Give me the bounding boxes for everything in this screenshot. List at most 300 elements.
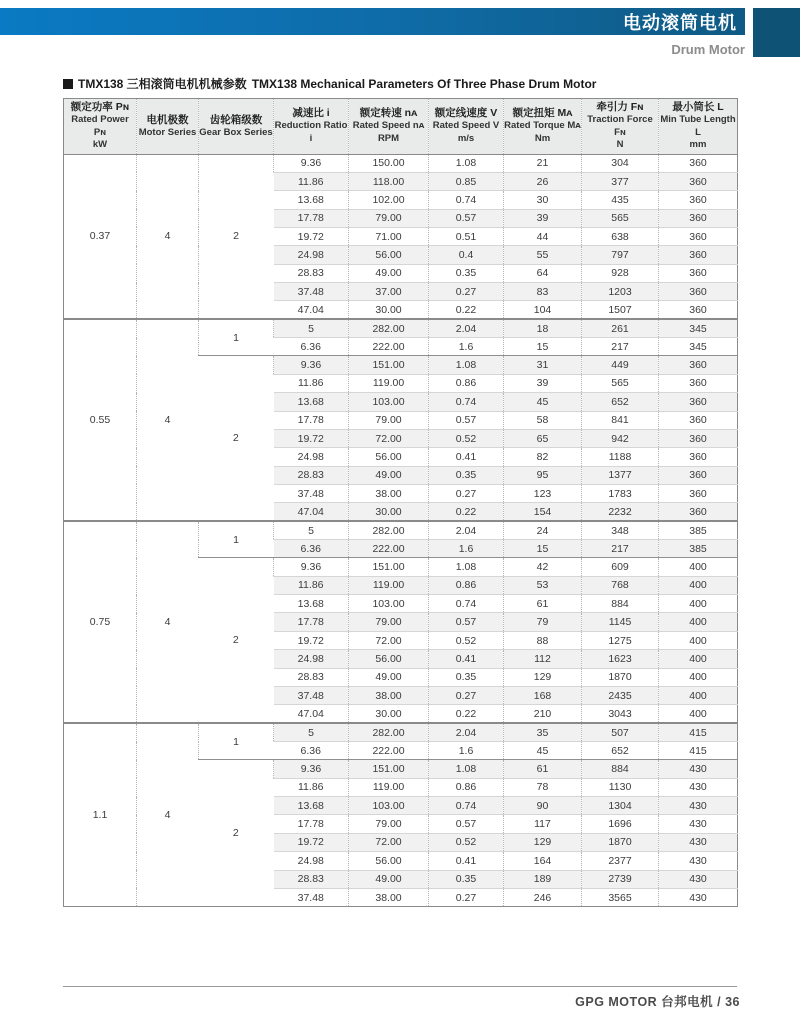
data-cell: 45	[504, 742, 582, 760]
data-cell: 0.41	[429, 650, 504, 668]
col-header-line: RPM	[377, 132, 400, 144]
table-row	[64, 319, 738, 337]
data-cell: 28.83	[274, 264, 349, 282]
col-header-line: 额定线速度 V	[434, 107, 498, 120]
series-cell: 4	[137, 723, 199, 907]
data-cell: 0.74	[429, 393, 504, 411]
data-cell: 11.86	[274, 374, 349, 392]
data-cell: 1623	[582, 650, 659, 668]
data-cell: 638	[582, 227, 659, 245]
data-cell: 1304	[582, 797, 659, 815]
table-row	[64, 154, 738, 172]
data-cell: 0.35	[429, 668, 504, 686]
data-cell: 129	[504, 833, 582, 851]
data-cell: 13.68	[274, 797, 349, 815]
data-cell: 168	[504, 686, 582, 704]
data-cell: 3043	[582, 705, 659, 723]
data-cell: 1.6	[429, 338, 504, 356]
data-cell: 151.00	[349, 760, 429, 778]
col-header-line: 额定扭矩 Mᴀ	[512, 107, 573, 120]
data-cell: 151.00	[349, 558, 429, 576]
data-cell: 19.72	[274, 833, 349, 851]
data-cell: 400	[659, 705, 738, 723]
data-cell: 360	[659, 466, 738, 484]
data-cell: 0.35	[429, 466, 504, 484]
data-cell: 360	[659, 283, 738, 301]
power-cell: 0.55	[64, 319, 137, 521]
data-cell: 884	[582, 595, 659, 613]
gearbox-cell: 1	[199, 723, 274, 760]
data-cell: 1.08	[429, 154, 504, 172]
data-cell: 0.27	[429, 686, 504, 704]
data-cell: 31	[504, 356, 582, 374]
col-header-8	[659, 99, 738, 155]
data-cell: 88	[504, 631, 582, 649]
data-cell: 24.98	[274, 852, 349, 870]
col-header-line: Rated Speed nᴀ	[352, 120, 425, 132]
data-cell: 348	[582, 521, 659, 539]
data-cell: 49.00	[349, 668, 429, 686]
col-header-line: 电机极数	[146, 113, 189, 126]
data-cell: 0.86	[429, 576, 504, 594]
col-header-line: kW	[92, 139, 108, 150]
data-cell: 2.04	[429, 723, 504, 741]
data-cell: 2.04	[429, 319, 504, 337]
data-cell: 1130	[582, 778, 659, 796]
data-cell: 2.04	[429, 521, 504, 539]
data-cell: 0.22	[429, 503, 504, 521]
data-cell: 609	[582, 558, 659, 576]
data-cell: 58	[504, 411, 582, 429]
data-cell: 360	[659, 227, 738, 245]
data-cell: 0.52	[429, 429, 504, 447]
series-cell: 4	[137, 319, 199, 521]
data-cell: 0.52	[429, 833, 504, 851]
data-cell: 0.74	[429, 797, 504, 815]
data-cell: 17.78	[274, 411, 349, 429]
data-cell: 112	[504, 650, 582, 668]
data-cell: 49.00	[349, 870, 429, 888]
data-cell: 72.00	[349, 833, 429, 851]
data-cell: 430	[659, 815, 738, 833]
data-cell: 507	[582, 723, 659, 741]
data-cell: 345	[659, 319, 738, 337]
data-cell: 37.48	[274, 888, 349, 906]
data-cell: 360	[659, 356, 738, 374]
data-cell: 47.04	[274, 705, 349, 723]
data-cell: 0.27	[429, 888, 504, 906]
data-cell: 222.00	[349, 540, 429, 558]
data-cell: 282.00	[349, 521, 429, 539]
col-header-line: mm	[689, 139, 707, 150]
gearbox-cell: 2	[199, 558, 274, 723]
data-cell: 1.08	[429, 356, 504, 374]
col-header-7	[582, 99, 659, 155]
footer-page-label: GPG MOTOR 台邦电机 / 36	[575, 995, 740, 1009]
data-cell: 0.35	[429, 264, 504, 282]
data-cell: 3565	[582, 888, 659, 906]
data-cell: 11.86	[274, 172, 349, 190]
data-cell: 430	[659, 778, 738, 796]
section-title	[63, 75, 743, 92]
data-cell: 5	[274, 723, 349, 741]
data-cell: 13.68	[274, 191, 349, 209]
series-cell: 4	[137, 521, 199, 723]
data-cell: 6.36	[274, 540, 349, 558]
data-cell: 28.83	[274, 668, 349, 686]
data-cell: 72.00	[349, 631, 429, 649]
col-header-4	[349, 99, 429, 155]
data-cell: 360	[659, 191, 738, 209]
data-cell: 9.36	[274, 356, 349, 374]
power-cell: 0.37	[64, 154, 137, 319]
data-cell: 210	[504, 705, 582, 723]
data-cell: 56.00	[349, 650, 429, 668]
data-cell: 565	[582, 374, 659, 392]
data-cell: 37.48	[274, 484, 349, 502]
col-header-2	[199, 99, 274, 155]
table-header	[64, 99, 738, 155]
data-cell: 449	[582, 356, 659, 374]
data-cell: 1145	[582, 613, 659, 631]
data-cell: 28.83	[274, 870, 349, 888]
col-header-line: Traction Force Fɴ	[587, 114, 653, 138]
data-cell: 47.04	[274, 503, 349, 521]
col-header-line: Min Tube Length L	[660, 114, 736, 138]
data-cell: 13.68	[274, 393, 349, 411]
data-cell: 47.04	[274, 301, 349, 319]
data-cell: 430	[659, 797, 738, 815]
gearbox-cell: 1	[199, 521, 274, 558]
col-header-line: 额定转速 nᴀ	[359, 107, 418, 120]
data-cell: 38.00	[349, 888, 429, 906]
col-header-line: Gear Box Series	[199, 126, 273, 138]
table-row	[64, 521, 738, 539]
data-cell: 360	[659, 503, 738, 521]
data-cell: 103.00	[349, 595, 429, 613]
data-cell: 78	[504, 778, 582, 796]
data-cell: 30.00	[349, 503, 429, 521]
data-cell: 385	[659, 521, 738, 539]
data-cell: 360	[659, 448, 738, 466]
data-cell: 246	[504, 888, 582, 906]
data-cell: 400	[659, 650, 738, 668]
data-cell: 360	[659, 301, 738, 319]
data-cell: 797	[582, 246, 659, 264]
data-cell: 0.86	[429, 374, 504, 392]
data-cell: 103.00	[349, 393, 429, 411]
data-cell: 37.48	[274, 283, 349, 301]
data-cell: 2739	[582, 870, 659, 888]
footer-divider	[63, 986, 737, 987]
data-cell: 0.57	[429, 209, 504, 227]
data-cell: 26	[504, 172, 582, 190]
data-cell: 652	[582, 393, 659, 411]
data-cell: 217	[582, 338, 659, 356]
col-header-line: Reduction Ratio i	[274, 120, 348, 144]
data-cell: 1275	[582, 631, 659, 649]
data-cell: 123	[504, 484, 582, 502]
data-cell: 0.57	[429, 613, 504, 631]
data-cell: 0.27	[429, 484, 504, 502]
gearbox-cell: 2	[199, 356, 274, 521]
corner-square-decoration	[753, 8, 800, 57]
data-cell: 0.35	[429, 870, 504, 888]
col-header-1	[137, 99, 199, 155]
data-cell: 0.74	[429, 191, 504, 209]
gearbox-cell: 1	[199, 319, 274, 356]
data-cell: 217	[582, 540, 659, 558]
data-cell: 37.48	[274, 686, 349, 704]
data-cell: 0.22	[429, 301, 504, 319]
header-subtitle: Drum Motor	[671, 42, 745, 57]
data-cell: 430	[659, 760, 738, 778]
data-cell: 430	[659, 888, 738, 906]
data-cell: 222.00	[349, 742, 429, 760]
data-cell: 2377	[582, 852, 659, 870]
data-cell: 942	[582, 429, 659, 447]
section-title-en: TMX138 Mechanical Parameters Of Three Phase Drum Motor	[251, 76, 597, 91]
data-cell: 64	[504, 264, 582, 282]
data-cell: 119.00	[349, 778, 429, 796]
data-cell: 768	[582, 576, 659, 594]
data-cell: 56.00	[349, 246, 429, 264]
col-header-line: m/s	[457, 132, 475, 144]
data-cell: 5	[274, 521, 349, 539]
data-cell: 360	[659, 154, 738, 172]
power-cell: 1.1	[64, 723, 137, 907]
data-cell: 360	[659, 411, 738, 429]
data-cell: 38.00	[349, 484, 429, 502]
data-cell: 37.00	[349, 283, 429, 301]
data-cell: 0.57	[429, 815, 504, 833]
data-cell: 360	[659, 484, 738, 502]
data-cell: 79.00	[349, 815, 429, 833]
data-cell: 0.86	[429, 778, 504, 796]
data-cell: 1.08	[429, 760, 504, 778]
power-cell: 0.75	[64, 521, 137, 723]
parameters-table-wrap	[63, 98, 737, 907]
data-cell: 1696	[582, 815, 659, 833]
data-cell: 53	[504, 576, 582, 594]
data-cell: 9.36	[274, 760, 349, 778]
data-cell: 17.78	[274, 815, 349, 833]
data-cell: 13.68	[274, 595, 349, 613]
data-cell: 17.78	[274, 209, 349, 227]
data-cell: 565	[582, 209, 659, 227]
data-cell: 360	[659, 393, 738, 411]
data-cell: 24.98	[274, 650, 349, 668]
data-cell: 400	[659, 595, 738, 613]
col-header-5	[429, 99, 504, 155]
data-cell: 102.00	[349, 191, 429, 209]
data-cell: 15	[504, 338, 582, 356]
data-cell: 49.00	[349, 264, 429, 282]
data-cell: 11.86	[274, 576, 349, 594]
col-header-line: 牵引力 Fɴ	[596, 101, 644, 113]
data-cell: 21	[504, 154, 582, 172]
col-header-line: N	[616, 139, 624, 150]
data-cell: 345	[659, 338, 738, 356]
col-header-0	[64, 99, 137, 155]
data-cell: 61	[504, 760, 582, 778]
data-cell: 400	[659, 668, 738, 686]
data-cell: 652	[582, 742, 659, 760]
data-cell: 83	[504, 283, 582, 301]
data-cell: 0.41	[429, 852, 504, 870]
data-cell: 79.00	[349, 411, 429, 429]
data-cell: 103.00	[349, 797, 429, 815]
data-cell: 0.57	[429, 411, 504, 429]
data-cell: 154	[504, 503, 582, 521]
data-cell: 72.00	[349, 429, 429, 447]
data-cell: 304	[582, 154, 659, 172]
data-cell: 6.36	[274, 338, 349, 356]
data-cell: 28.83	[274, 466, 349, 484]
data-cell: 0.27	[429, 283, 504, 301]
data-cell: 841	[582, 411, 659, 429]
data-cell: 1188	[582, 448, 659, 466]
data-cell: 435	[582, 191, 659, 209]
data-cell: 0.51	[429, 227, 504, 245]
data-cell: 95	[504, 466, 582, 484]
data-cell: 1377	[582, 466, 659, 484]
data-cell: 415	[659, 742, 738, 760]
data-cell: 360	[659, 429, 738, 447]
data-cell: 360	[659, 264, 738, 282]
data-cell: 11.86	[274, 778, 349, 796]
data-cell: 1507	[582, 301, 659, 319]
data-cell: 79.00	[349, 613, 429, 631]
data-cell: 1.6	[429, 742, 504, 760]
data-cell: 44	[504, 227, 582, 245]
data-cell: 400	[659, 686, 738, 704]
data-cell: 400	[659, 576, 738, 594]
data-cell: 90	[504, 797, 582, 815]
data-cell: 0.74	[429, 595, 504, 613]
gearbox-cell: 2	[199, 760, 274, 907]
data-cell: 61	[504, 595, 582, 613]
data-cell: 39	[504, 209, 582, 227]
data-cell: 56.00	[349, 852, 429, 870]
data-cell: 385	[659, 540, 738, 558]
data-cell: 79	[504, 613, 582, 631]
col-header-line: 最小筒长 L	[672, 101, 724, 113]
col-header-line: Motor Series	[138, 126, 197, 138]
data-cell: 19.72	[274, 429, 349, 447]
series-cell: 4	[137, 154, 199, 319]
data-cell: 360	[659, 209, 738, 227]
data-cell: 30	[504, 191, 582, 209]
data-cell: 129	[504, 668, 582, 686]
data-cell: 1783	[582, 484, 659, 502]
col-header-3	[274, 99, 349, 155]
section-title-cn: TMX138 三相滚筒电机机械参数	[78, 77, 247, 91]
data-cell: 79.00	[349, 209, 429, 227]
data-cell: 19.72	[274, 631, 349, 649]
header-band	[0, 8, 745, 35]
header-row	[64, 99, 738, 155]
col-header-line: Rated Power Pɴ	[71, 114, 129, 138]
parameters-table	[63, 98, 738, 907]
data-cell: 415	[659, 723, 738, 741]
data-cell: 39	[504, 374, 582, 392]
data-cell: 30.00	[349, 705, 429, 723]
data-cell: 18	[504, 319, 582, 337]
data-cell: 19.72	[274, 227, 349, 245]
data-cell: 1203	[582, 283, 659, 301]
data-cell: 282.00	[349, 319, 429, 337]
data-cell: 42	[504, 558, 582, 576]
data-cell: 104	[504, 301, 582, 319]
data-cell: 189	[504, 870, 582, 888]
col-header-line: Rated Speed V	[432, 120, 500, 132]
data-cell: 119.00	[349, 576, 429, 594]
table-row	[64, 723, 738, 741]
data-cell: 360	[659, 246, 738, 264]
data-cell: 82	[504, 448, 582, 466]
data-cell: 2232	[582, 503, 659, 521]
data-cell: 49.00	[349, 466, 429, 484]
data-cell: 1870	[582, 668, 659, 686]
col-header-line: Rated Torque Mᴀ	[504, 120, 581, 132]
data-cell: 24.98	[274, 246, 349, 264]
data-cell: 430	[659, 870, 738, 888]
data-cell: 360	[659, 374, 738, 392]
data-cell: 17.78	[274, 613, 349, 631]
col-header-line: 额定功率 Pɴ	[70, 101, 130, 113]
data-cell: 2435	[582, 686, 659, 704]
data-cell: 71.00	[349, 227, 429, 245]
data-cell: 6.36	[274, 742, 349, 760]
col-header-line: 齿轮箱级数	[209, 113, 263, 126]
data-cell: 35	[504, 723, 582, 741]
data-cell: 222.00	[349, 338, 429, 356]
data-cell: 1.08	[429, 558, 504, 576]
data-cell: 282.00	[349, 723, 429, 741]
data-cell: 261	[582, 319, 659, 337]
col-header-line: 减速比 i	[292, 107, 330, 120]
data-cell: 884	[582, 760, 659, 778]
data-cell: 377	[582, 172, 659, 190]
data-cell: 24.98	[274, 448, 349, 466]
data-cell: 1.6	[429, 540, 504, 558]
gearbox-cell: 2	[199, 154, 274, 319]
data-cell: 118.00	[349, 172, 429, 190]
data-cell: 65	[504, 429, 582, 447]
data-cell: 400	[659, 631, 738, 649]
data-cell: 430	[659, 852, 738, 870]
col-header-6	[504, 99, 582, 155]
data-cell: 0.41	[429, 448, 504, 466]
col-header-line: Nm	[534, 132, 551, 144]
table-body	[64, 154, 738, 907]
data-cell: 9.36	[274, 558, 349, 576]
data-cell: 360	[659, 172, 738, 190]
header-band-title: 电动滚筒电机	[623, 12, 737, 33]
data-cell: 30.00	[349, 301, 429, 319]
data-cell: 0.85	[429, 172, 504, 190]
data-cell: 0.22	[429, 705, 504, 723]
data-cell: 150.00	[349, 154, 429, 172]
data-cell: 9.36	[274, 154, 349, 172]
data-cell: 430	[659, 833, 738, 851]
data-cell: 1870	[582, 833, 659, 851]
data-cell: 928	[582, 264, 659, 282]
data-cell: 119.00	[349, 374, 429, 392]
data-cell: 0.52	[429, 631, 504, 649]
data-cell: 55	[504, 246, 582, 264]
